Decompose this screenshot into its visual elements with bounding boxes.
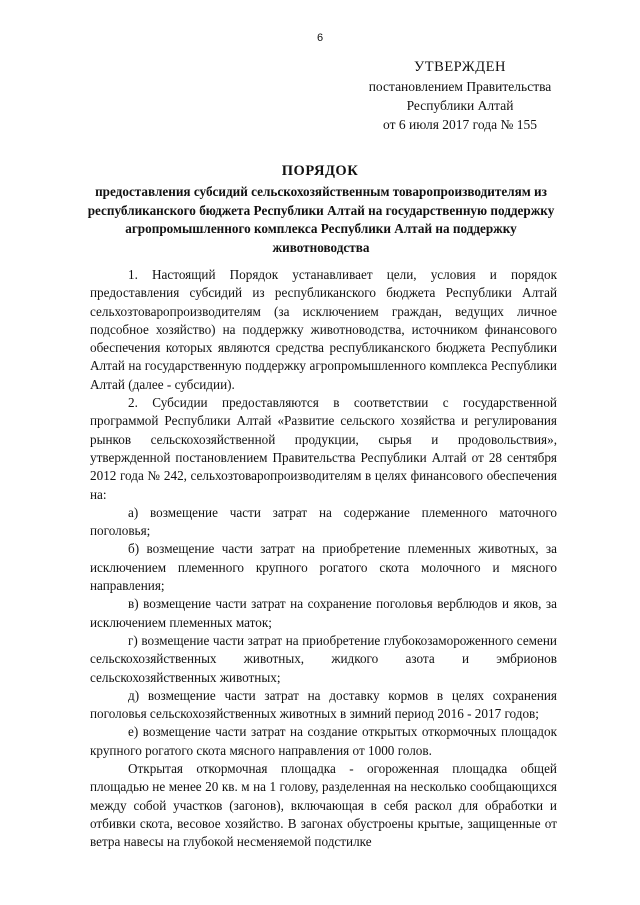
- document-body: [90, 266, 557, 852]
- document-subtitle: предоставления субсидий сельскохозяйственным товаропроизводителям из республиканского бюджета Республики Алтай на государственную поддержку агропромышленного комплекса Республики Алтай на поддержку животноводства: [87, 184, 555, 255]
- approval-title: УТВЕРЖДЕН: [414, 59, 506, 75]
- document-title: ПОРЯДОК: [281, 163, 359, 179]
- paragraph: в) возмещение части затрат на сохранение поголовья верблюдов и яков, за исключением племенных маток;: [90, 596, 557, 630]
- paragraph: а) возмещение части затрат на содержание племенного маточного поголовья;: [90, 504, 557, 539]
- page-number: 6: [316, 32, 324, 44]
- approval-line: Республики Алтай: [406, 98, 514, 113]
- paragraph: 1. Настоящий Порядок устанавливает цели, условия и порядок предоставления субсидий из республиканского бюджета Республики Алтай сельхозтоваропроизводителям (за исключением граждан, ведущих личное подсобное хозяйство) на поддержку животноводства, источником финансового обеспечения которых являются средства республиканского бюджета Республики Алтай на государственную поддержку агропромышленного комплекса Республики Алтай (далее - субсидии).: [90, 267, 557, 392]
- paragraph: б) возмещение части затрат на приобретение племенных животных, за исключением племенного крупного рогатого скота молочного и мясного направления;: [90, 541, 557, 594]
- approval-block: [356, 58, 564, 134]
- paragraph: г) возмещение части затрат на приобретение глубокозамороженного семени сельскохозяйственных животных, жидкого азота и эмбрионов сельскохозяйственных животных;: [90, 632, 557, 685]
- approval-line: постановлением Правительства: [368, 79, 552, 94]
- paragraph: 2. Субсидии предоставляются в соответствии с государственной программой Республики Алтай «Развитие сельского хозяйства и регулирования рынков сельскохозяйственной продукции, сырья и продовольствия», утвержденной постановлением Правительства Республики Алтай от 28 сентября 2012 года № 242, сельхозтоваропроизводителям в целях финансового обеспечения на:: [90, 395, 557, 502]
- approval-line: от 6 июля 2017 года № 155: [383, 117, 537, 132]
- paragraph: е) возмещение части затрат на создание открытых откормочных площадок крупного рогатого скота мясного направления от 1000 голов.: [90, 724, 557, 758]
- paragraph: Открытая откормочная площадка - огороженная площадка общей площадью не менее 20 кв. м на 1 голову, разделенная на несколько сообщающихся между собой участков (загонов), включающая в себя раскол для обработки и отбивки скота, весовое хозяйство. В загонах обустроены крытые, защищенные от ветра навесы на глубокой несменяемой подстилке: [90, 761, 557, 850]
- paragraph: д) возмещение части затрат на доставку кормов в целях сохранения поголовья сельскохозяйственных животных в зимний период 2016 - 2017 годов;: [90, 687, 557, 722]
